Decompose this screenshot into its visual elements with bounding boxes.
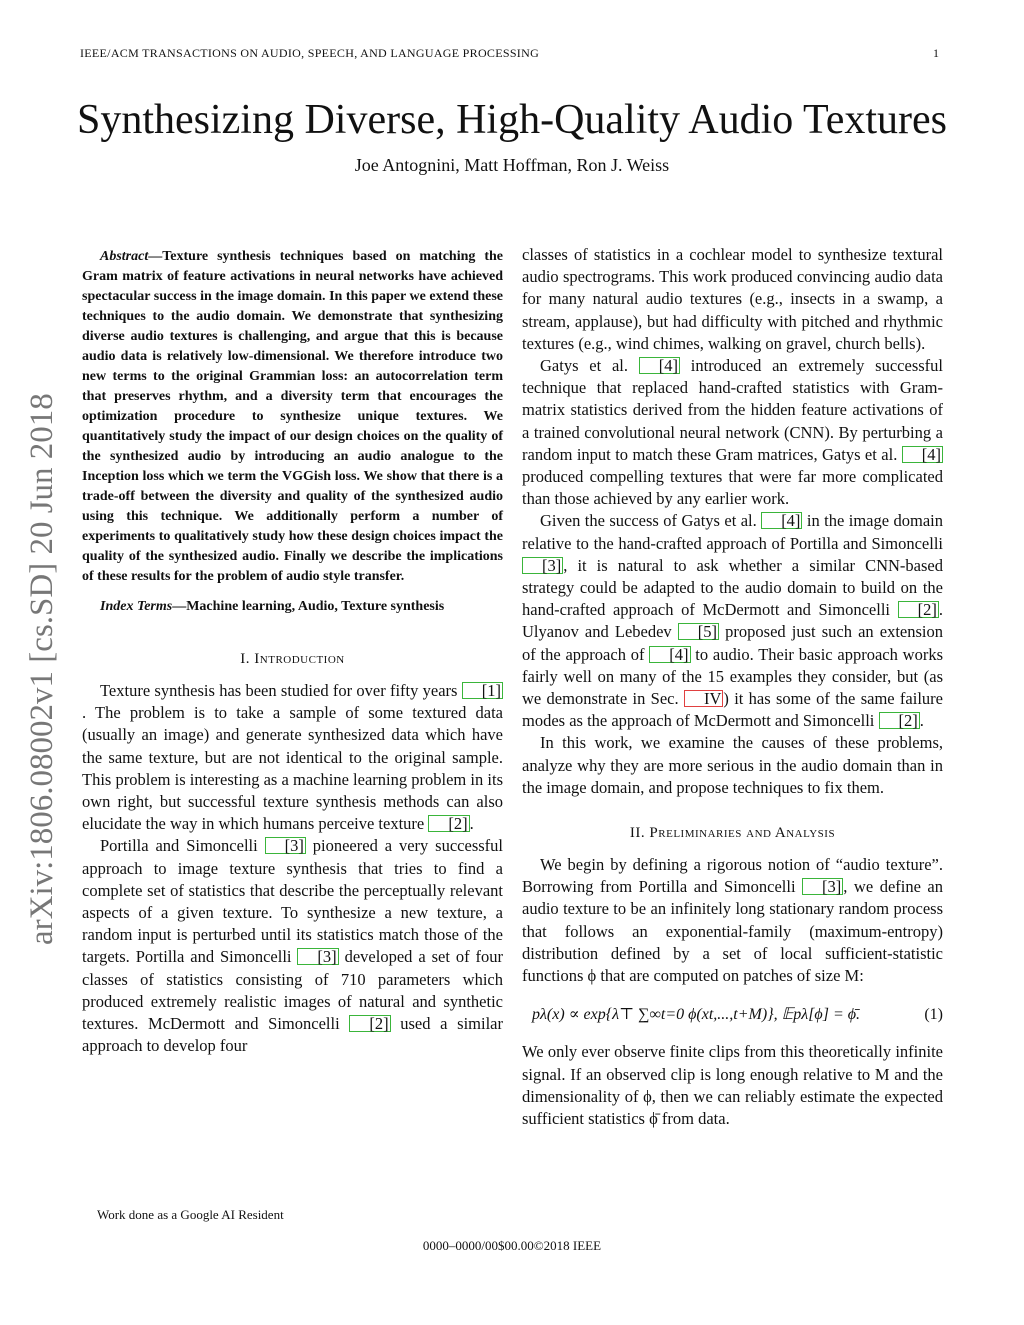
copyright-footer: 0000–0000/00$00.00©2018 IEEE bbox=[422, 1238, 602, 1253]
abstract-label: Abstract bbox=[100, 249, 149, 264]
citation-link[interactable]: [4] bbox=[639, 357, 680, 374]
citation-link[interactable]: [2] bbox=[879, 712, 920, 729]
left-column bbox=[82, 247, 503, 1057]
abstract bbox=[82, 247, 503, 587]
arxiv-stamp: arXiv:1806.08002v1 [cs.SD] 20 Jun 2018 bbox=[24, 393, 60, 945]
citation-link[interactable]: [2] bbox=[898, 601, 939, 618]
page-number: 1 bbox=[933, 46, 939, 60]
citation-link[interactable]: [1] bbox=[462, 682, 503, 699]
citation-link[interactable]: [2] bbox=[349, 1015, 390, 1032]
index-terms-text: —Machine learning, Audio, Texture synthesis bbox=[172, 599, 445, 614]
intro-paragraph-1: Texture synthesis has been studied for over fifty years [1]. The problem is to take a sample of some textured data (usually an image) and generate synthesized data which have the same texture, but are not identical to the original sample. This problem is interesting as a machine learning problem in its own right, but successful texture synthesis methods can also elucidate the way in which humans perceive texture [2] . bbox=[82, 681, 503, 834]
section-heading-introduction: I. Introduction bbox=[240, 651, 345, 667]
citation-link[interactable]: [4] bbox=[649, 646, 690, 663]
section-heading-preliminaries: II. Preliminaries and Analysis bbox=[629, 825, 836, 842]
index-terms bbox=[82, 597, 503, 617]
citation-link[interactable]: [3] bbox=[297, 948, 338, 965]
citation-link[interactable]: [4] bbox=[902, 446, 943, 463]
citation-link[interactable]: [2] bbox=[428, 815, 469, 832]
right-paragraph-finite: We only ever observe finite clips from this theoretically infinite signal. If an observed clip is long enough relative to M and the dimensionality of ϕ, then we can reliably estimate the expected sufficient statistics ϕ̄ from data. bbox=[522, 1042, 943, 1128]
citation-link[interactable]: [3] bbox=[522, 557, 563, 574]
citation-link[interactable]: [3] bbox=[802, 878, 843, 895]
equation-1 bbox=[522, 995, 943, 1035]
right-paragraph-gatys: Gatys et al. [4] introduced an extremely successful technique that replaced hand-crafted statistics with Gram-matrix statistics derived from the hidden feature activations of a trained convolutional neural network (CNN). By perturbing a random input to match these Gram matrices, Gatys et al. [4] produced compelling textures that were far more complicated than those achieved by any earlier work. bbox=[522, 356, 943, 509]
index-terms-label: Index Terms bbox=[100, 599, 173, 614]
intro-paragraph-2: Portilla and Simoncelli [3] pioneered a very successful approach to image texture synthesis that tries to find a complete set of statistics that describe the perceptually relevant aspects of a given texture. To synthesize a new texture, a random input is perturbed until its statistics match those of the targets. Portilla and Simoncelli [3] developed a set of four classes of statistics consisting of 710 parameters which produced extremely realistic images of natural and synthetic textures. McDermott and Simoncelli [2] used a similar approach to develop four bbox=[82, 836, 503, 1056]
section-link[interactable]: IV bbox=[684, 690, 723, 707]
right-paragraph-this-work: In this work, we examine the causes of these problems, analyze why they are more serious in the audio domain than in the image domain, and propose techniques to fix them. bbox=[522, 733, 943, 797]
equation-body: pλ(x) ∝ exp{λ⊤ ∑∞t=0 ϕ(xt,...,t+M)}, 𝔼pλ[ϕ] = ϕ̄. bbox=[532, 1006, 861, 1024]
author-list: Joe Antognini, Matt Hoffman, Ron J. Weiss bbox=[354, 155, 670, 175]
right-column bbox=[522, 244, 943, 1130]
abstract-text: —Texture synthesis techniques based on matching the Gram matrix of feature activations in neural networks have achieved spectacular success in the image domain. In this paper we extend these techniques to the audio domain. We demonstrate that synthesizing diverse audio textures is challenging, and argue that this is because audio data is relatively low-dimensional. We therefore introduce two new terms to the original Grammian loss: an autocorrelation term that preserves rhythm, and a diversity term that encourages the optimization procedure to synthesize unique textures. We quantitatively study the impact of our design choices on the quality of the synthesized audio by introducing an audio analogue to the Inception loss which we term the VGGish loss. We show that there is a trade-off between the diversity and quality of the synthesized audio using this technique. We additionally perform a number of experiments to qualitatively study how these design choices impact the quality of the synthesized audio. Finally we describe the implications of these results for the problem of audio style transfer. bbox=[82, 249, 503, 584]
running-header: IEEE/ACM TRANSACTIONS ON AUDIO, SPEECH, AND LANGUAGE PROCESSING bbox=[80, 46, 540, 60]
right-paragraph-continued: classes of statistics in a cochlear model to synthesize textural audio spectrograms. This work produced convincing audio data for many natural audio textures (e.g., insects in a swamp, a stream, applause), but had difficulty with pitched and rhythmic textures (e.g., wind chimes, walking on gravel, church bells). bbox=[522, 245, 943, 353]
citation-link[interactable]: [4] bbox=[761, 512, 802, 529]
citation-link[interactable]: [5] bbox=[678, 623, 719, 640]
equation-number: (1) bbox=[924, 1006, 943, 1024]
right-paragraph-success: Given the success of Gatys et al. [4] in the image domain relative to the hand-crafted approach of Portilla and Simoncelli [3] , it is natural to ask whether a similar CNN-based strategy could be adapted to the audio domain to build on the hand-crafted approach of McDermott and Simoncelli [2] . Ulyanov and Lebedev [5] proposed just such an extension of the approach of [4] to audio. Their basic approach works fairly well on many of the 15 examples they consider, but (as we demonstrate in Sec. IV ) it has some of the same failure modes as the approach of McDermott and Simoncelli [2] . bbox=[522, 511, 943, 731]
footnote: Work done as a Google AI Resident bbox=[97, 1207, 284, 1222]
citation-link[interactable]: [3] bbox=[265, 837, 306, 854]
right-paragraph-definition: We begin by defining a rigorous notion of “audio texture”. Borrowing from Portilla and Simoncelli [3] , we define an audio texture to be an infinitely long stationary random process that follows an exponential-family (maximum-entropy) distribution defined by a set of local sufficient-statistic functions ϕ that are computed on patches of size M: bbox=[522, 855, 944, 986]
paper-title: Synthesizing Diverse, High-Quality Audio Textures bbox=[76, 97, 947, 143]
